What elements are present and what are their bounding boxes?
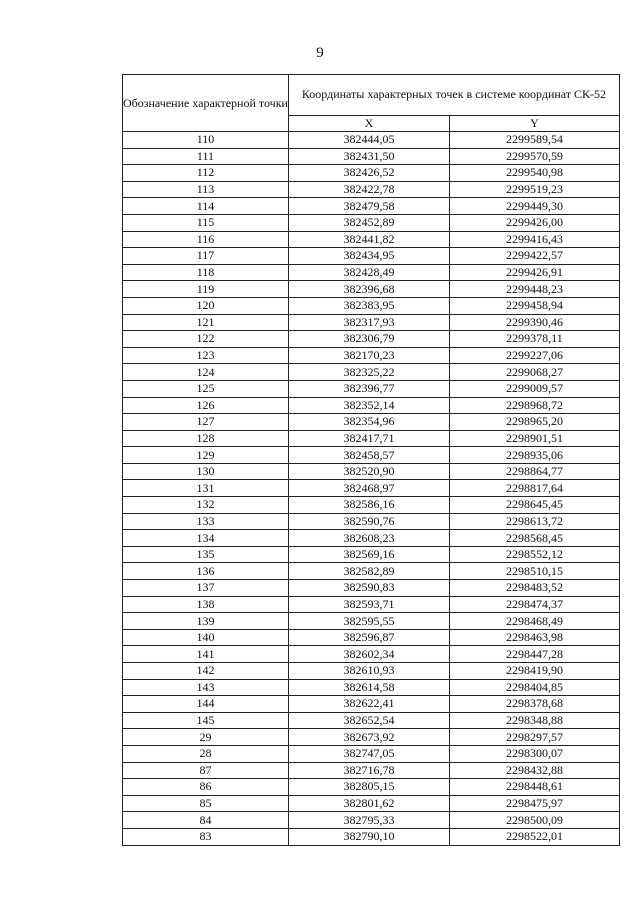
cell-y: 2298935,06 — [449, 447, 619, 464]
cell-y: 2298404,85 — [449, 679, 619, 696]
table-row — [123, 281, 620, 298]
table-row — [123, 480, 620, 497]
table-row — [123, 580, 620, 597]
table-row — [123, 314, 620, 331]
cell-point: 115 — [123, 214, 289, 231]
coordinates-table — [122, 74, 620, 846]
cell-y: 2298552,12 — [449, 546, 619, 563]
cell-point: 85 — [123, 795, 289, 812]
cell-x: 382479,58 — [288, 198, 449, 215]
table-row — [123, 414, 620, 431]
cell-y: 2298432,88 — [449, 762, 619, 779]
cell-point: 123 — [123, 347, 289, 364]
cell-point: 130 — [123, 463, 289, 480]
cell-x: 382596,87 — [288, 629, 449, 646]
cell-y: 2299426,91 — [449, 264, 619, 281]
table-row — [123, 745, 620, 762]
cell-y: 2298500,09 — [449, 812, 619, 829]
cell-y: 2299570,59 — [449, 148, 619, 165]
cell-x: 382396,68 — [288, 281, 449, 298]
table-row — [123, 380, 620, 397]
cell-y: 2298448,61 — [449, 779, 619, 796]
cell-y: 2298378,68 — [449, 696, 619, 713]
cell-point: 84 — [123, 812, 289, 829]
cell-y: 2298965,20 — [449, 414, 619, 431]
cell-y: 2299426,00 — [449, 214, 619, 231]
table-row — [123, 231, 620, 248]
table-row — [123, 613, 620, 630]
cell-y: 2298474,37 — [449, 596, 619, 613]
table-row — [123, 430, 620, 447]
cell-y: 2299449,30 — [449, 198, 619, 215]
table-row — [123, 364, 620, 381]
table-row — [123, 347, 620, 364]
cell-y: 2298817,64 — [449, 480, 619, 497]
cell-y: 2299540,98 — [449, 165, 619, 182]
cell-point: 128 — [123, 430, 289, 447]
cell-x: 382805,15 — [288, 779, 449, 796]
cell-y: 2298568,45 — [449, 530, 619, 547]
cell-y: 2299068,27 — [449, 364, 619, 381]
cell-y: 2298864,77 — [449, 463, 619, 480]
cell-x: 382428,49 — [288, 264, 449, 281]
cell-x: 382652,54 — [288, 712, 449, 729]
cell-x: 382452,89 — [288, 214, 449, 231]
cell-y: 2299416,43 — [449, 231, 619, 248]
cell-point: 86 — [123, 779, 289, 796]
table-row — [123, 497, 620, 514]
cell-x: 382590,83 — [288, 580, 449, 597]
cell-point: 113 — [123, 181, 289, 198]
cell-point: 117 — [123, 248, 289, 265]
cell-point: 136 — [123, 563, 289, 580]
cell-y: 2298419,90 — [449, 663, 619, 680]
cell-y: 2298463,98 — [449, 629, 619, 646]
cell-y: 2298645,45 — [449, 497, 619, 514]
cell-y: 2298468,49 — [449, 613, 619, 630]
cell-point: 140 — [123, 629, 289, 646]
header-y: Y — [449, 115, 619, 131]
table-row — [123, 181, 620, 198]
cell-point: 142 — [123, 663, 289, 680]
page-number: 9 — [316, 45, 324, 61]
table-row — [123, 563, 620, 580]
cell-point: 134 — [123, 530, 289, 547]
cell-point: 141 — [123, 646, 289, 663]
cell-point: 124 — [123, 364, 289, 381]
cell-x: 382595,55 — [288, 613, 449, 630]
cell-x: 382569,16 — [288, 546, 449, 563]
cell-point: 131 — [123, 480, 289, 497]
table-row — [123, 679, 620, 696]
table-row — [123, 248, 620, 265]
table-row — [123, 629, 620, 646]
cell-point: 139 — [123, 613, 289, 630]
cell-point: 135 — [123, 546, 289, 563]
cell-x: 382383,95 — [288, 297, 449, 314]
table-row — [123, 712, 620, 729]
cell-x: 382426,52 — [288, 165, 449, 182]
cell-x: 382520,90 — [288, 463, 449, 480]
cell-point: 83 — [123, 828, 289, 845]
cell-y: 2298613,72 — [449, 513, 619, 530]
cell-x: 382458,57 — [288, 447, 449, 464]
cell-y: 2298968,72 — [449, 397, 619, 414]
cell-point: 28 — [123, 745, 289, 762]
table-row — [123, 779, 620, 796]
cell-point: 122 — [123, 331, 289, 348]
table-row — [123, 663, 620, 680]
cell-point: 116 — [123, 231, 289, 248]
cell-point: 111 — [123, 148, 289, 165]
cell-x: 382354,96 — [288, 414, 449, 431]
cell-y: 2298901,51 — [449, 430, 619, 447]
cell-x: 382790,10 — [288, 828, 449, 845]
cell-x: 382422,78 — [288, 181, 449, 198]
cell-point: 118 — [123, 264, 289, 281]
table-row — [123, 546, 620, 563]
cell-y: 2299519,23 — [449, 181, 619, 198]
header-x: X — [288, 115, 449, 131]
cell-point: 132 — [123, 497, 289, 514]
cell-x: 382306,79 — [288, 331, 449, 348]
table-row — [123, 297, 620, 314]
cell-x: 382608,23 — [288, 530, 449, 547]
cell-x: 382417,71 — [288, 430, 449, 447]
cell-point: 114 — [123, 198, 289, 215]
table-row — [123, 696, 620, 713]
cell-x: 382795,33 — [288, 812, 449, 829]
table-row — [123, 729, 620, 746]
cell-point: 119 — [123, 281, 289, 298]
cell-x: 382396,77 — [288, 380, 449, 397]
cell-x: 382673,92 — [288, 729, 449, 746]
cell-y: 2298348,88 — [449, 712, 619, 729]
table-row — [123, 214, 620, 231]
cell-x: 382441,82 — [288, 231, 449, 248]
cell-x: 382593,71 — [288, 596, 449, 613]
cell-point: 125 — [123, 380, 289, 397]
table-row — [123, 828, 620, 845]
cell-x: 382602,34 — [288, 646, 449, 663]
cell-point: 112 — [123, 165, 289, 182]
cell-y: 2298297,57 — [449, 729, 619, 746]
cell-y: 2298510,15 — [449, 563, 619, 580]
cell-x: 382444,05 — [288, 132, 449, 149]
cell-x: 382352,14 — [288, 397, 449, 414]
table-row — [123, 463, 620, 480]
cell-point: 110 — [123, 132, 289, 149]
table-row — [123, 795, 620, 812]
cell-point: 87 — [123, 762, 289, 779]
cell-point: 29 — [123, 729, 289, 746]
cell-x: 382431,50 — [288, 148, 449, 165]
table-row — [123, 513, 620, 530]
cell-point: 129 — [123, 447, 289, 464]
table-row — [123, 812, 620, 829]
cell-y: 2299422,57 — [449, 248, 619, 265]
cell-x: 382614,58 — [288, 679, 449, 696]
table-row — [123, 646, 620, 663]
cell-x: 382586,16 — [288, 497, 449, 514]
cell-y: 2298447,28 — [449, 646, 619, 663]
table-row — [123, 596, 620, 613]
table-body — [123, 132, 620, 846]
cell-point: 143 — [123, 679, 289, 696]
cell-x: 382170,23 — [288, 347, 449, 364]
cell-x: 382622,41 — [288, 696, 449, 713]
cell-y: 2299589,54 — [449, 132, 619, 149]
cell-point: 144 — [123, 696, 289, 713]
table-row — [123, 132, 620, 149]
table-row — [123, 165, 620, 182]
cell-point: 133 — [123, 513, 289, 530]
cell-y: 2299458,94 — [449, 297, 619, 314]
cell-x: 382582,89 — [288, 563, 449, 580]
cell-y: 2299448,23 — [449, 281, 619, 298]
cell-x: 382590,76 — [288, 513, 449, 530]
cell-x: 382468,97 — [288, 480, 449, 497]
cell-x: 382434,95 — [288, 248, 449, 265]
cell-y: 2298475,97 — [449, 795, 619, 812]
cell-y: 2299009,57 — [449, 380, 619, 397]
table-row — [123, 198, 620, 215]
header-point-designation: Обозначение характерной точки — [123, 75, 289, 132]
cell-y: 2298300,07 — [449, 745, 619, 762]
cell-x: 382716,78 — [288, 762, 449, 779]
table-row — [123, 447, 620, 464]
cell-point: 138 — [123, 596, 289, 613]
cell-y: 2299227,06 — [449, 347, 619, 364]
table-row — [123, 264, 620, 281]
cell-point: 145 — [123, 712, 289, 729]
cell-point: 121 — [123, 314, 289, 331]
table-row — [123, 148, 620, 165]
table-row — [123, 530, 620, 547]
header-coordinates: Координаты характерных точек в системе координат СК-52 — [288, 75, 619, 116]
cell-y: 2298483,52 — [449, 580, 619, 597]
cell-x: 382610,93 — [288, 663, 449, 680]
cell-point: 127 — [123, 414, 289, 431]
cell-point: 137 — [123, 580, 289, 597]
table-row — [123, 397, 620, 414]
cell-point: 126 — [123, 397, 289, 414]
cell-y: 2299390,46 — [449, 314, 619, 331]
table-row — [123, 331, 620, 348]
cell-x: 382747,05 — [288, 745, 449, 762]
cell-y: 2298522,01 — [449, 828, 619, 845]
cell-y: 2299378,11 — [449, 331, 619, 348]
table-row — [123, 762, 620, 779]
cell-x: 382325,22 — [288, 364, 449, 381]
cell-x: 382317,93 — [288, 314, 449, 331]
cell-point: 120 — [123, 297, 289, 314]
cell-x: 382801,62 — [288, 795, 449, 812]
